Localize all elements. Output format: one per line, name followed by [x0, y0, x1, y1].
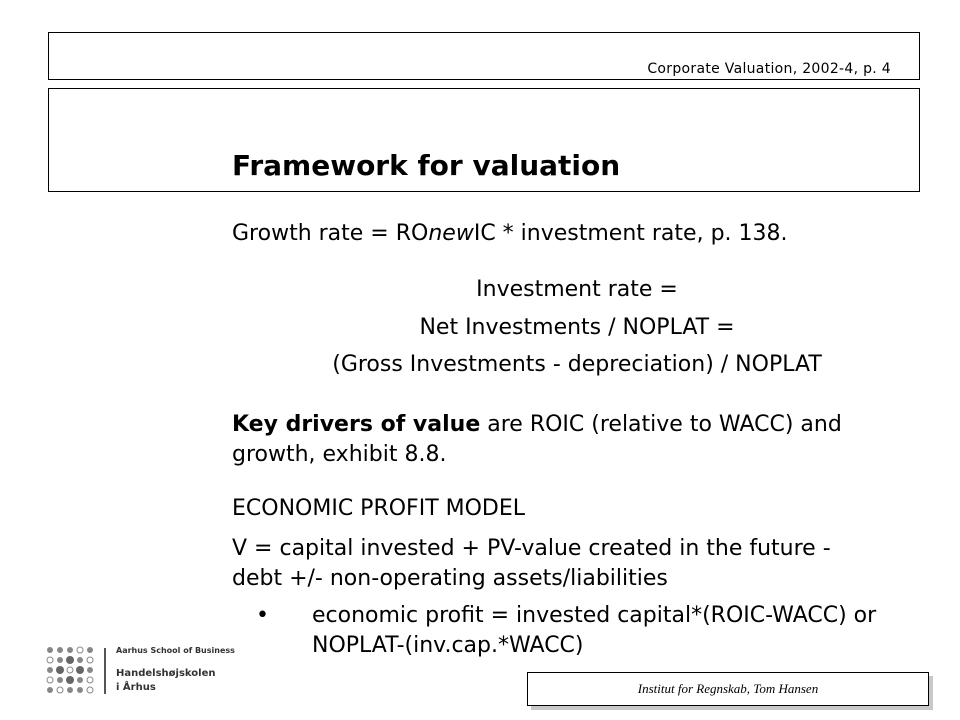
logo-line-2: Handelshøjskolen: [116, 668, 216, 679]
key-drivers-bold: Key drivers of value: [232, 412, 481, 437]
economic-profit-formula: V = capital invested + PV-value created in the future - debt +/- non-operating assets/liabilities: [232, 536, 831, 591]
growth-rate-rest: IC * investment rate, p. 138.: [473, 221, 788, 246]
investment-rate-line-1: Investment rate =: [476, 277, 678, 302]
bullet-text: economic profit = invested capital*(ROIC-WACC) or NOPLAT-(inv.cap.*WACC): [312, 603, 877, 658]
logo-line-1: Aarhus School of Business: [116, 646, 235, 655]
header-text: Corporate Valuation, 2002-4, p. 4: [647, 61, 891, 77]
growth-rate-prefix: Growth rate = RO: [232, 221, 429, 246]
key-drivers-text: [232, 410, 882, 470]
logo-dots-icon: [44, 642, 102, 700]
title-box: [48, 88, 920, 192]
growth-rate-text: [232, 219, 882, 249]
bullet-dot-icon: •: [256, 603, 269, 628]
investment-rate-line-3: (Gross Investments - depreciation) / NOPLAT: [332, 352, 822, 377]
economic-profit-heading: ECONOMIC PROFIT MODEL: [232, 496, 526, 521]
key-drivers-rest: are ROIC (relative to WACC) and growth, exhibit 8.8.: [232, 412, 842, 467]
header-box: [48, 32, 920, 80]
investment-rate-line-2: Net Investments / NOPLAT =: [419, 315, 735, 340]
slide-title: Framework for valuation: [232, 149, 621, 182]
footer-text: Institut for Regnskab, Tom Hansen: [637, 681, 819, 696]
growth-rate-italic: new: [428, 221, 474, 246]
logo-line-3: i Århus: [116, 682, 156, 693]
school-logo: [44, 642, 244, 700]
footer-box: [527, 672, 929, 706]
logo-divider: [104, 648, 106, 694]
